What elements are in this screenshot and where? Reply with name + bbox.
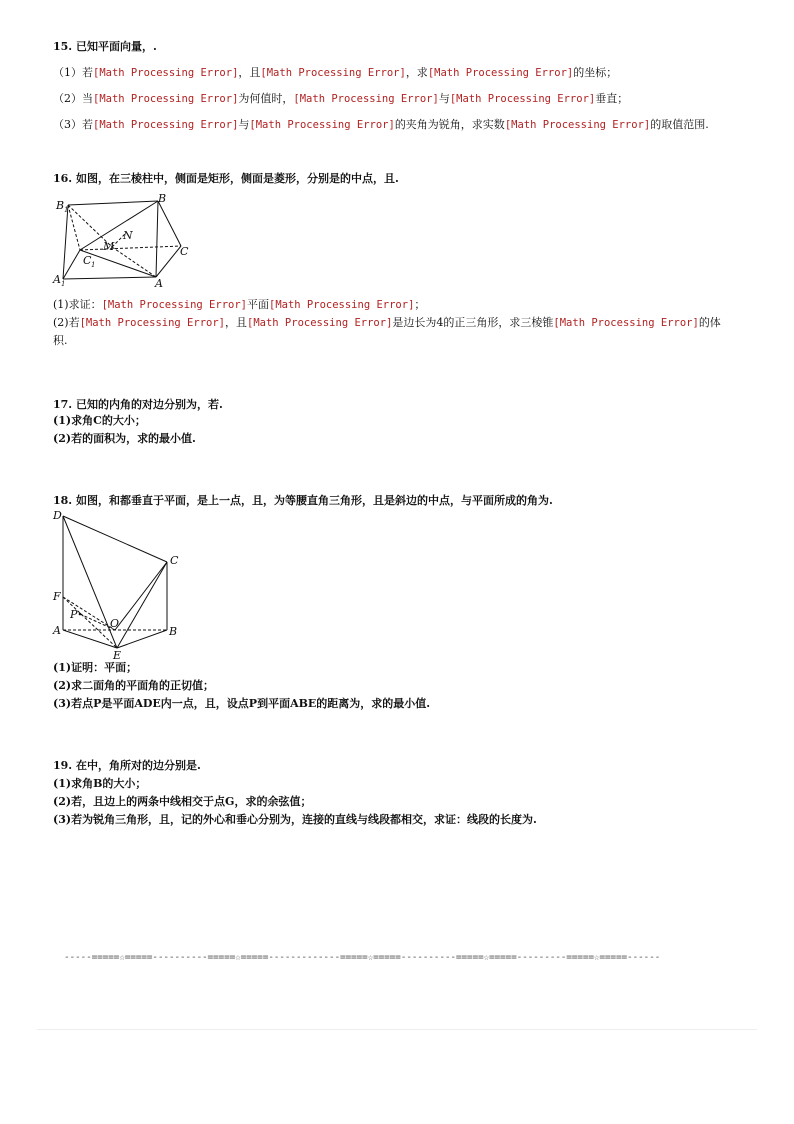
text: 与 — [438, 92, 450, 105]
q15-title: 15. 已知平面向量，. — [53, 40, 157, 53]
label-C: C — [180, 245, 189, 258]
edge — [63, 250, 80, 279]
text: （2）当 — [53, 92, 93, 105]
math-error: [Math Processing Error] — [79, 317, 225, 329]
edge — [117, 630, 167, 648]
text: 是边长为4的正三角形，求三棱锥 — [392, 316, 554, 329]
label-C: C — [170, 554, 179, 567]
q18-part3: (3)若点P是平面ADE内一点，且，设点P到平面ABE的距离为，求的最小值. — [53, 697, 431, 710]
text: 平面 — [247, 298, 269, 311]
q19-part1: (1)求角B的大小； — [53, 777, 147, 790]
separator-line: -----=====☆=====----------=====☆=====-------------=====☆=====----------=====☆=====---------=====☆=====------ — [64, 952, 661, 963]
label-E: E — [113, 649, 122, 660]
edge — [117, 562, 167, 648]
label-B: B — [169, 625, 178, 638]
text: 的取值范围. — [650, 118, 709, 131]
dashed-edge — [63, 597, 120, 648]
q19-title: 19. 在中，角所对的边分别是. — [53, 759, 201, 772]
q16-title: 16. 如图，在三棱柱中，侧面是矩形，侧面是菱形，分别是的中点，且. — [53, 172, 399, 185]
q17-part1: (1)求角C的大小； — [53, 414, 146, 427]
label-A1: A — [53, 273, 61, 286]
q18-part1: (1)证明：平面； — [53, 661, 138, 674]
edge — [63, 205, 68, 279]
text: ，求 — [405, 66, 428, 79]
prism-figure — [52, 192, 197, 288]
q19-part3: (3)若为锐角三角形，且，记的外心和垂心分别为，连接的直线与线段都相交，求证：线段的长度为. — [53, 813, 537, 826]
label-P: P — [70, 608, 78, 621]
text: 与 — [238, 118, 250, 131]
pyramid-figure — [50, 508, 185, 660]
text: （3）若 — [53, 118, 93, 131]
label-N: N — [123, 229, 133, 242]
label-D: D — [53, 509, 62, 522]
math-error: [Math Processing Error] — [260, 67, 406, 79]
label-B: B — [158, 192, 167, 205]
edge — [68, 201, 158, 205]
edge — [63, 277, 156, 279]
math-error: [Math Processing Error] — [553, 317, 699, 329]
dashed-edge — [68, 205, 80, 250]
label-C1: C — [83, 254, 92, 267]
label-B1-sub: 1 — [64, 206, 69, 214]
label-F: F — [53, 590, 61, 603]
math-error: [Math Processing Error] — [249, 119, 395, 131]
edge — [63, 630, 117, 648]
label-A1-sub: 1 — [61, 280, 66, 288]
text: ，且 — [238, 66, 261, 79]
edge — [115, 562, 167, 630]
label-A: A — [155, 277, 163, 288]
dashed-edge — [80, 246, 181, 250]
text: (1)求证： — [53, 298, 102, 311]
math-error: [Math Processing Error] — [101, 299, 247, 311]
q18-part2: (2)求二面角的平面角的正切值； — [53, 679, 215, 692]
q15-part3 — [53, 118, 709, 132]
label-O: O — [110, 617, 120, 630]
text: 垂直； — [595, 92, 629, 105]
text: 的夹角为锐角，求实数 — [394, 118, 505, 131]
edge — [158, 201, 181, 246]
q19-part2: (2)若，且边上的两条中线相交于点G，求的余弦值； — [53, 795, 312, 808]
math-error: [Math Processing Error] — [93, 67, 239, 79]
label-A: A — [53, 624, 61, 637]
q16-part2 — [53, 316, 721, 330]
q16-part1 — [53, 298, 425, 312]
dashed-edge — [112, 247, 156, 277]
text: （1）若 — [53, 66, 93, 79]
math-error: [Math Processing Error] — [427, 67, 574, 79]
edge — [80, 201, 158, 250]
edge — [156, 246, 181, 277]
label-B1: B — [56, 199, 65, 212]
math-error: [Math Processing Error] — [504, 119, 651, 131]
q17-title: 17. 已知的内角的对边分别为，若. — [53, 398, 223, 411]
q15-part1 — [53, 66, 617, 80]
text: ，且 — [225, 316, 247, 329]
q16-part2-cont: 积. — [53, 334, 68, 347]
math-error: [Math Processing Error] — [449, 93, 596, 105]
math-error: [Math Processing Error] — [293, 93, 439, 105]
q15-part2 — [53, 92, 628, 106]
footer-divider — [37, 1029, 757, 1030]
label-C1-sub: 1 — [91, 261, 96, 269]
math-error: [Math Processing Error] — [247, 317, 393, 329]
text: (2)若 — [53, 316, 80, 329]
text: 的体 — [698, 316, 721, 329]
math-error: [Math Processing Error] — [93, 93, 239, 105]
q18-title: 18. 如图，和都垂直于平面，是上一点，且，为等腰直角三角形，且是斜边的中点，与平面所成的角为. — [53, 494, 553, 507]
math-error: [Math Processing Error] — [269, 299, 415, 311]
point-p — [79, 613, 82, 616]
text: 的坐标； — [573, 66, 618, 79]
label-M: M — [103, 240, 115, 253]
text: ； — [414, 298, 426, 311]
math-error: [Math Processing Error] — [93, 119, 239, 131]
q17-part2: (2)若的面积为，求的最小值. — [53, 432, 196, 445]
text: 为何值时， — [238, 92, 294, 105]
edge — [156, 201, 158, 277]
